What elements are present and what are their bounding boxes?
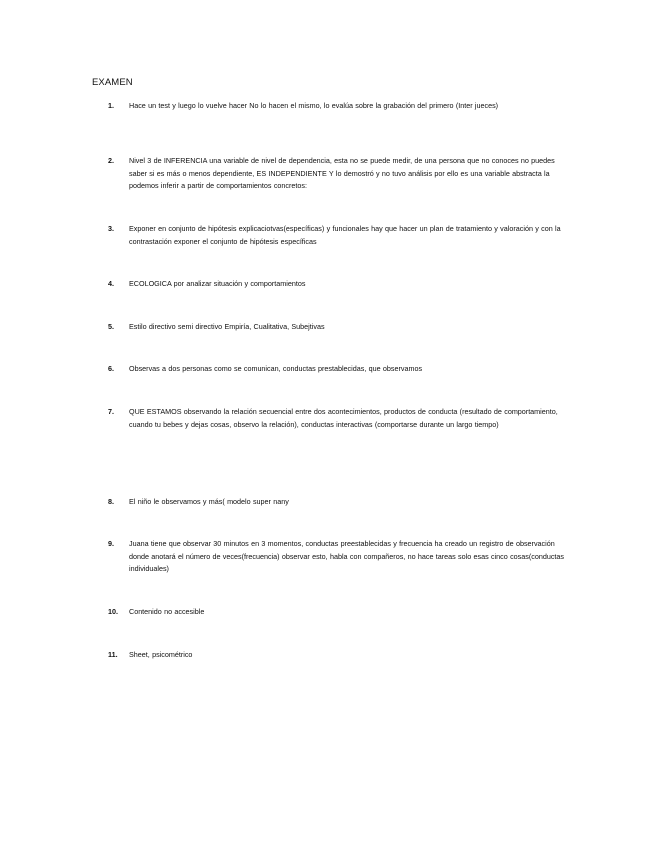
item-text: ECOLOGICA por analizar situación y comportamientos <box>129 279 306 288</box>
item-text: Exponer en conjunto de hipótesis explicaciotvas(específicas) y funcionales hay que hacer un plan de tratamiento y valoración y con la contrastación exponer el conjunto de hipótesis específicas <box>129 224 561 246</box>
item-text: Hace un test y luego lo vuelve hacer No lo hacen el mismo, lo evalúa sobre la grabación del primero (Inter jueces) <box>129 101 499 110</box>
list-item <box>108 223 568 248</box>
list-item <box>108 406 568 431</box>
item-number: 10. <box>108 607 118 616</box>
list-item <box>108 538 568 576</box>
item-text: El niño le observamos y más( modelo super nany <box>129 497 289 506</box>
item-number: 8. <box>108 497 114 506</box>
item-number: 4. <box>108 279 114 288</box>
list-item <box>108 278 568 291</box>
list-item <box>108 321 568 334</box>
item-text: Estilo directivo semi directivo Empiría, Cualitativa, Subejtivas <box>129 322 325 331</box>
item-number: 2. <box>108 156 114 165</box>
list-item <box>108 649 568 662</box>
item-number: 3. <box>108 224 114 233</box>
item-number: 5. <box>108 322 114 331</box>
item-number: 9. <box>108 539 114 548</box>
list-item <box>108 496 568 509</box>
item-number: 11. <box>108 650 118 659</box>
item-text: Nivel 3 de INFERENCIA una variable de nivel de dependencia, esta no se puede medir, de una persona que no conoces no puedes saber si es más o menos dependiente, ES INDEPENDIENTE Y lo demostró y no tuvo análisis por ello es una variable abstracta la podemos inferir a partir de comportamientos concretos: <box>129 156 555 191</box>
list-item <box>108 606 568 619</box>
item-text: Sheet, psicométrico <box>129 650 193 659</box>
list-item <box>108 363 568 376</box>
item-text: Contenido no accesible <box>129 607 205 616</box>
item-text: QUE ESTAMOS observando la relación secuencial entre dos acontecimientos, productos de conducta (resultado de comportamiento, cuando tu bebes y dejas cosas, observo la relación), conductas interactivas (comportarse durante un largo tiempo) <box>129 407 558 429</box>
item-text: Juana tiene que observar 30 minutos en 3 momentos, conductas preestablecidas y frecuencia ha creado un registro de observación donde anotará el número de veces(frecuencia) observar esto, habla con compañeros, no hace tareas solo esas cinco cosas(conductas individuales) <box>129 539 565 574</box>
item-number: 6. <box>108 364 114 373</box>
document-title: EXAMEN <box>92 77 133 88</box>
item-number: 7. <box>108 407 114 416</box>
list-item <box>108 100 568 113</box>
item-text: Observas a dos personas como se comunican, conductas prestablecidas, que observamos <box>129 364 423 373</box>
item-number: 1. <box>108 101 114 110</box>
list-item <box>108 155 568 193</box>
